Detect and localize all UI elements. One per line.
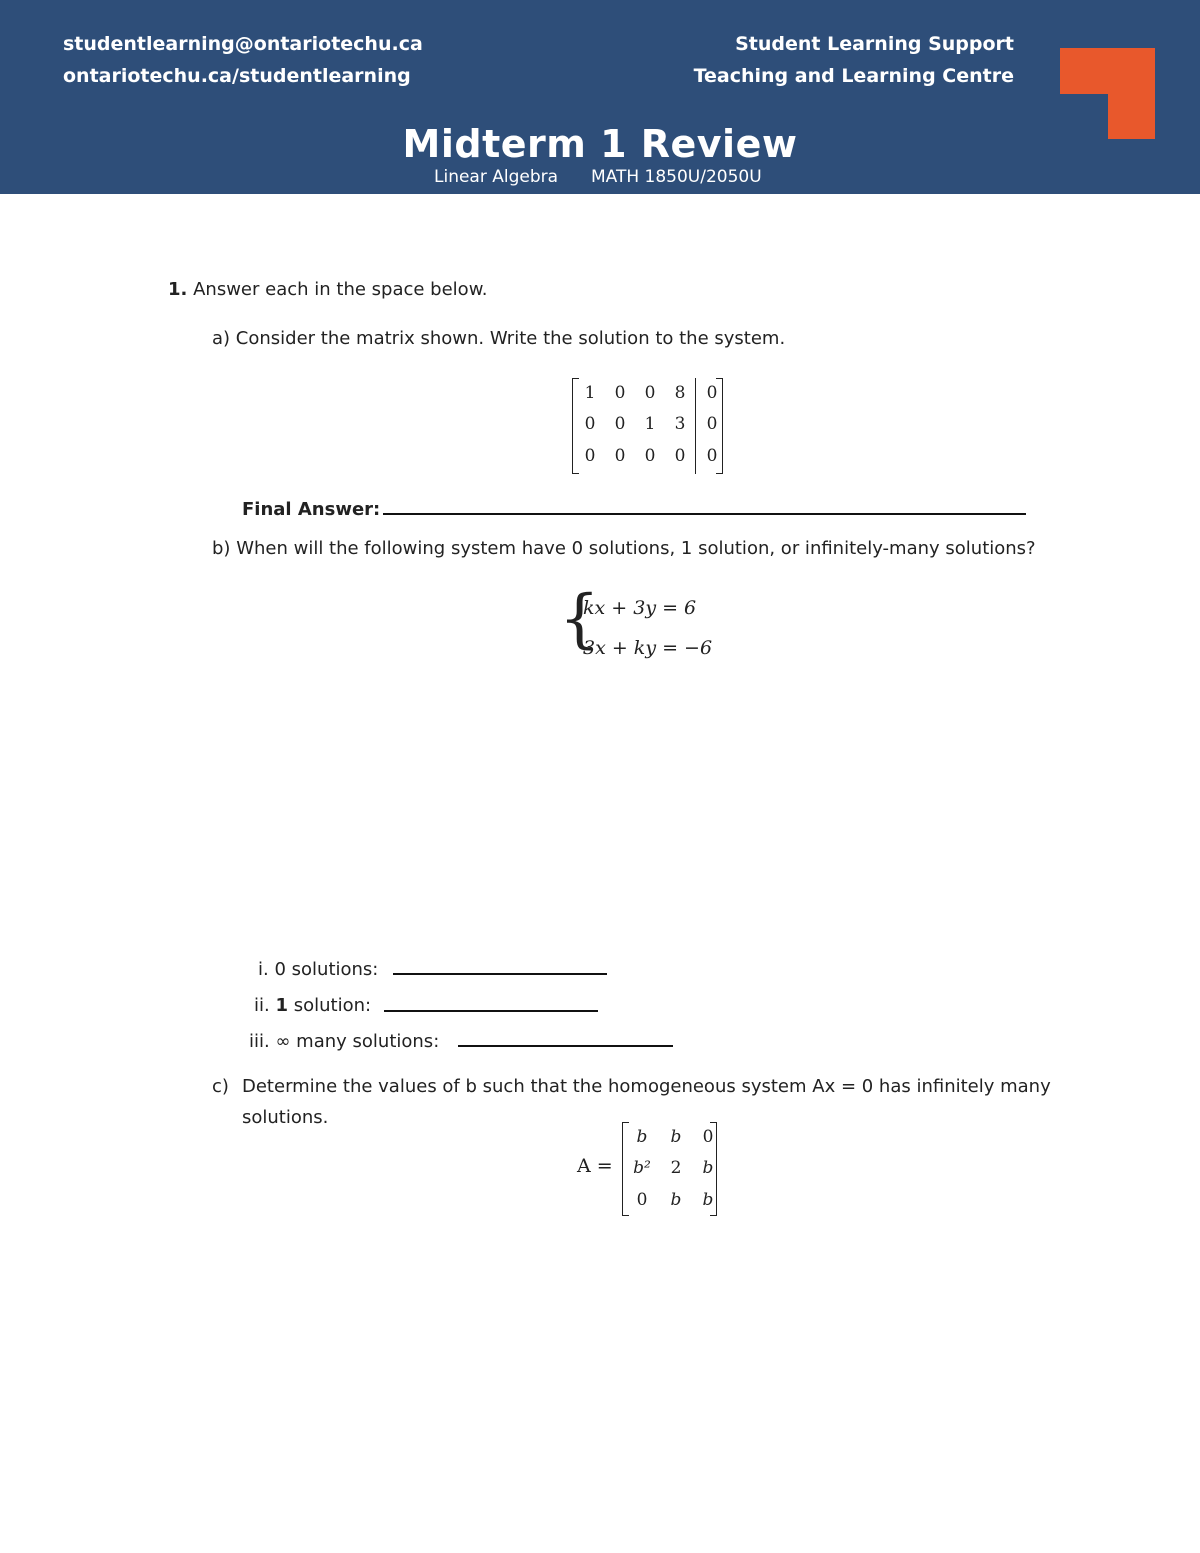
matrix-A-lhs: A = [577, 1155, 613, 1177]
case-iii-answer-line[interactable] [458, 1045, 673, 1047]
solution-case-iii [249, 1031, 439, 1052]
solution-case-ii [254, 995, 371, 1016]
case-i-answer-line[interactable] [393, 973, 607, 975]
course-code: MATH 1850U/2050U [591, 167, 762, 187]
department-block [694, 28, 1014, 92]
part-a [212, 328, 785, 349]
contact-block [63, 28, 423, 92]
department-name: Student Learning Support [735, 33, 1014, 55]
system-brace: { [559, 582, 600, 656]
coefficient-matrix-A [622, 1122, 722, 1218]
case-i-number: i. [258, 959, 269, 980]
matrix-entry: 3 [674, 414, 686, 434]
contact-email[interactable]: studentlearning@ontariotechu.ca [63, 33, 423, 55]
matrix-entry: 0 [644, 383, 656, 403]
augmented-matrix [572, 378, 728, 474]
question-1 [168, 279, 487, 300]
matrix-A-entry: b [670, 1127, 682, 1147]
case-ii-number: ii. [254, 995, 270, 1016]
matrix-entry: 0 [706, 446, 718, 466]
matrix-A-entry: b [670, 1190, 682, 1210]
case-ii-count: 1 [275, 995, 288, 1016]
final-answer-label: Final Answer: [242, 499, 381, 520]
matrix-A-entry: b [636, 1127, 648, 1147]
case-iii-label: ∞ many solutions: [275, 1031, 440, 1052]
matrix-A-left-bracket [622, 1122, 629, 1216]
final-answer-line[interactable] [383, 513, 1026, 515]
matrix-entry: 0 [614, 414, 626, 434]
matrix-entry: 0 [584, 414, 596, 434]
course-name: Linear Algebra [434, 167, 559, 187]
matrix-entry: 0 [706, 414, 718, 434]
matrix-A-entry: b² [633, 1158, 651, 1178]
solution-case-i [258, 959, 378, 980]
matrix-entry: 0 [614, 446, 626, 466]
centre-name: Teaching and Learning Centre [693, 65, 1014, 87]
matrix-A-entry: b [702, 1190, 714, 1210]
matrix-entry: 0 [674, 446, 686, 466]
matrix-entry: 0 [614, 383, 626, 403]
matrix-A-entry: 0 [702, 1127, 714, 1147]
part-c-text: Determine the values of b such that the homogeneous system Ax = 0 has infinitely many solutions. [242, 1076, 1051, 1128]
part-a-label: a) [212, 328, 231, 349]
question-prompt: Answer each in the space below. [193, 279, 488, 300]
matrix-A-entry: 2 [670, 1158, 682, 1178]
case-i-label: 0 solutions: [274, 959, 379, 980]
matrix-A-entry: b [702, 1158, 714, 1178]
augmentation-bar [695, 378, 696, 474]
matrix-entry: 1 [584, 383, 596, 403]
contact-website[interactable]: ontariotechu.ca/studentlearning [63, 65, 411, 87]
part-c-label: c) [212, 1076, 229, 1097]
matrix-entry: 0 [644, 446, 656, 466]
case-ii-answer-line[interactable] [384, 1010, 598, 1012]
part-a-text: Consider the matrix shown. Write the solution to the system. [235, 328, 786, 349]
matrix-entry: 8 [674, 383, 686, 403]
equation-1: kx + 3y = 6 [583, 597, 697, 619]
page-title: Midterm 1 Review [402, 122, 798, 166]
case-iii-number: iii. [249, 1031, 270, 1052]
question-number: 1. [168, 279, 188, 300]
matrix-A-entry: 0 [636, 1190, 648, 1210]
matrix-entry: 0 [706, 383, 718, 403]
case-ii-label: solution: [293, 995, 372, 1016]
equation-2: 3x + ky = −6 [583, 637, 713, 659]
part-b-text: When will the following system have 0 solutions, 1 solution, or infinitely-many solutions? [236, 538, 1036, 559]
part-b-label: b) [212, 538, 231, 559]
matrix-entry: 0 [584, 446, 596, 466]
part-b [212, 538, 1036, 559]
matrix-entry: 1 [644, 414, 656, 434]
